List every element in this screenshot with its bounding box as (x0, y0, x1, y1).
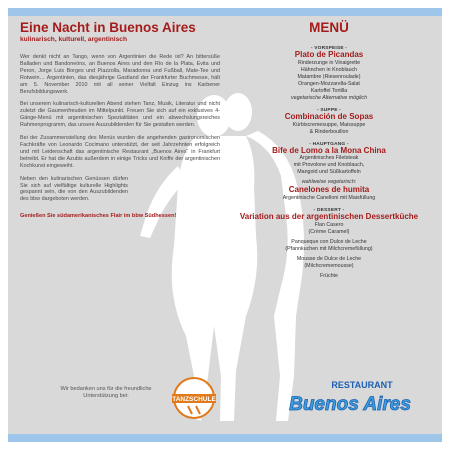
dish-line: Flan Casero (314, 221, 344, 228)
dish-name-dessert: Variation aus der argentinischen Dessertküche (239, 212, 419, 222)
vegetarian-alt-note: wahlweise vegetarisch: (301, 179, 357, 186)
dish-line: Panqueque con Dulce de Leche (291, 238, 367, 245)
dish-line: (Pfannkuchen mit Milchcremefüllung) (285, 245, 373, 252)
course-label-dessert: - DESSERT - (313, 208, 345, 214)
menu-title: MENÜ (309, 20, 349, 35)
dish-name-main: Bife de Lomo a la Mona China (272, 145, 386, 155)
dish-name-vegetarian: Canelones de humita (288, 185, 370, 195)
dish-line: (Crème Caramel) (308, 228, 350, 235)
course-label-soup: - SUPPE - (317, 107, 341, 113)
menu-column (226, 20, 432, 280)
dish-name-starter: Plato de Picandas (294, 50, 364, 59)
dish-line: Kartoffel Tortilla (310, 87, 348, 94)
intro-column (20, 20, 220, 220)
dish-line: Orangen-Mozzarella-Salat (298, 80, 360, 87)
dish-line: mit Provolone und Knoblauch, (293, 162, 365, 169)
bottom-blue-strip (8, 434, 442, 442)
dish-line: Matambre (Riesenroulade) (297, 73, 361, 80)
event-subtitle: kulinarisch, kulturell, argentinisch (20, 36, 127, 43)
sponsor-thanks: Wir bedanken uns für die freundliche Unterstützung bei: (60, 386, 152, 400)
intro-paragraph-3: Bei der Zusammenstellung des Menüs wurden die angehenden gastronomischen Fachkräfte von Leonardo Cocimano unterstützt, der seit Jahrzehnten erfolgreich und mit Leidenschaft das argentinische Restaurant „Buenos Aires“ in Frankfurt betreibt. Er hat die Azubis außerdem in einige Tricks und Kniffe der argentinischen Kochkunst eingeweiht. (20, 135, 220, 169)
intro-paragraph-1: Wer denkt nicht an Tango, wenn von Argentinien die Rede ist? An bittersüße Balladen und Bandoneóns, an Buenos Aires und den Río de la Plata, Evita und Peron, Jorge Luis Borges und Piazzolla, Maradonna und Fußball, Mate-Tee und Rotwein… Argentinien, das diesjährige Gastland der Frankfurter Buchmesse, hält am 5. November 2010 mit all seiner Vielfalt Einzug ins Karbener Berufsbildungswerk. (20, 54, 220, 95)
dish-line: Früchte (320, 272, 338, 279)
top-blue-strip (8, 8, 442, 16)
dish-line: Mousse de Dulce de Leche (296, 255, 362, 262)
vegetarian-note: vegetarische Alternative möglich (290, 94, 368, 101)
dish-line: Rinderzunge in Vinaigrette (297, 59, 361, 66)
event-title: Eine Nacht in Buenos Aires (20, 20, 196, 35)
event-tagline: Genießen Sie südamerikanisches Flair im bbw Südhessen! (20, 213, 177, 220)
dish-line: Mangold und Süßkartoffeln (297, 169, 361, 176)
restaurant-logo-top: RESTAURANT (331, 380, 393, 390)
restaurant-buenos-aires-logo (270, 376, 430, 420)
course-label-main: - HAUPTGANG - (309, 141, 349, 147)
dish-line: & Rinderbouillon (309, 128, 349, 135)
dish-line: Argentinische Canelloni mit Maisfüllung (282, 195, 376, 202)
tanzschule-logo-text: TANZSCHULE (172, 396, 216, 403)
flyer-page (8, 8, 442, 442)
dish-line: Hähnchen in Knoblauch (300, 66, 358, 73)
dish-line: (Milchcrememousse) (304, 262, 354, 269)
restaurant-logo-main: Buenos Aires (289, 394, 411, 415)
dish-line: Argentinisches Filetsteak (299, 155, 359, 162)
dish-line: Kürbiscremesuppe, Maissuppe (292, 121, 366, 128)
intro-paragraph-2: Bei unserem kulinarisch-kulturellen Abend stehen Tanz, Musik, Literatur und nicht zuletzt die Gaumenfreuden im Mittelpunkt. Freuen Sie sich auf ein exklusives 4-Gänge-Menü mit argentinischen Spezialitäten und ein abwechslungsreiches Rahmenprogramm, das unsere Auszubildenden für Sie gestalten werden. (20, 101, 220, 129)
tanzschule-logo (168, 376, 220, 420)
intro-paragraph-4: Neben den kulinarischen Genüssen dürfen Sie sich auf vielfältige kulturelle Highlights gespannt sein, die von den Auszubildenden des bbw dargeboten werden. (20, 175, 128, 203)
dish-name-soup: Combinación de Sopas (284, 111, 374, 121)
course-label-starter: - VORSPEISE - (310, 46, 348, 51)
